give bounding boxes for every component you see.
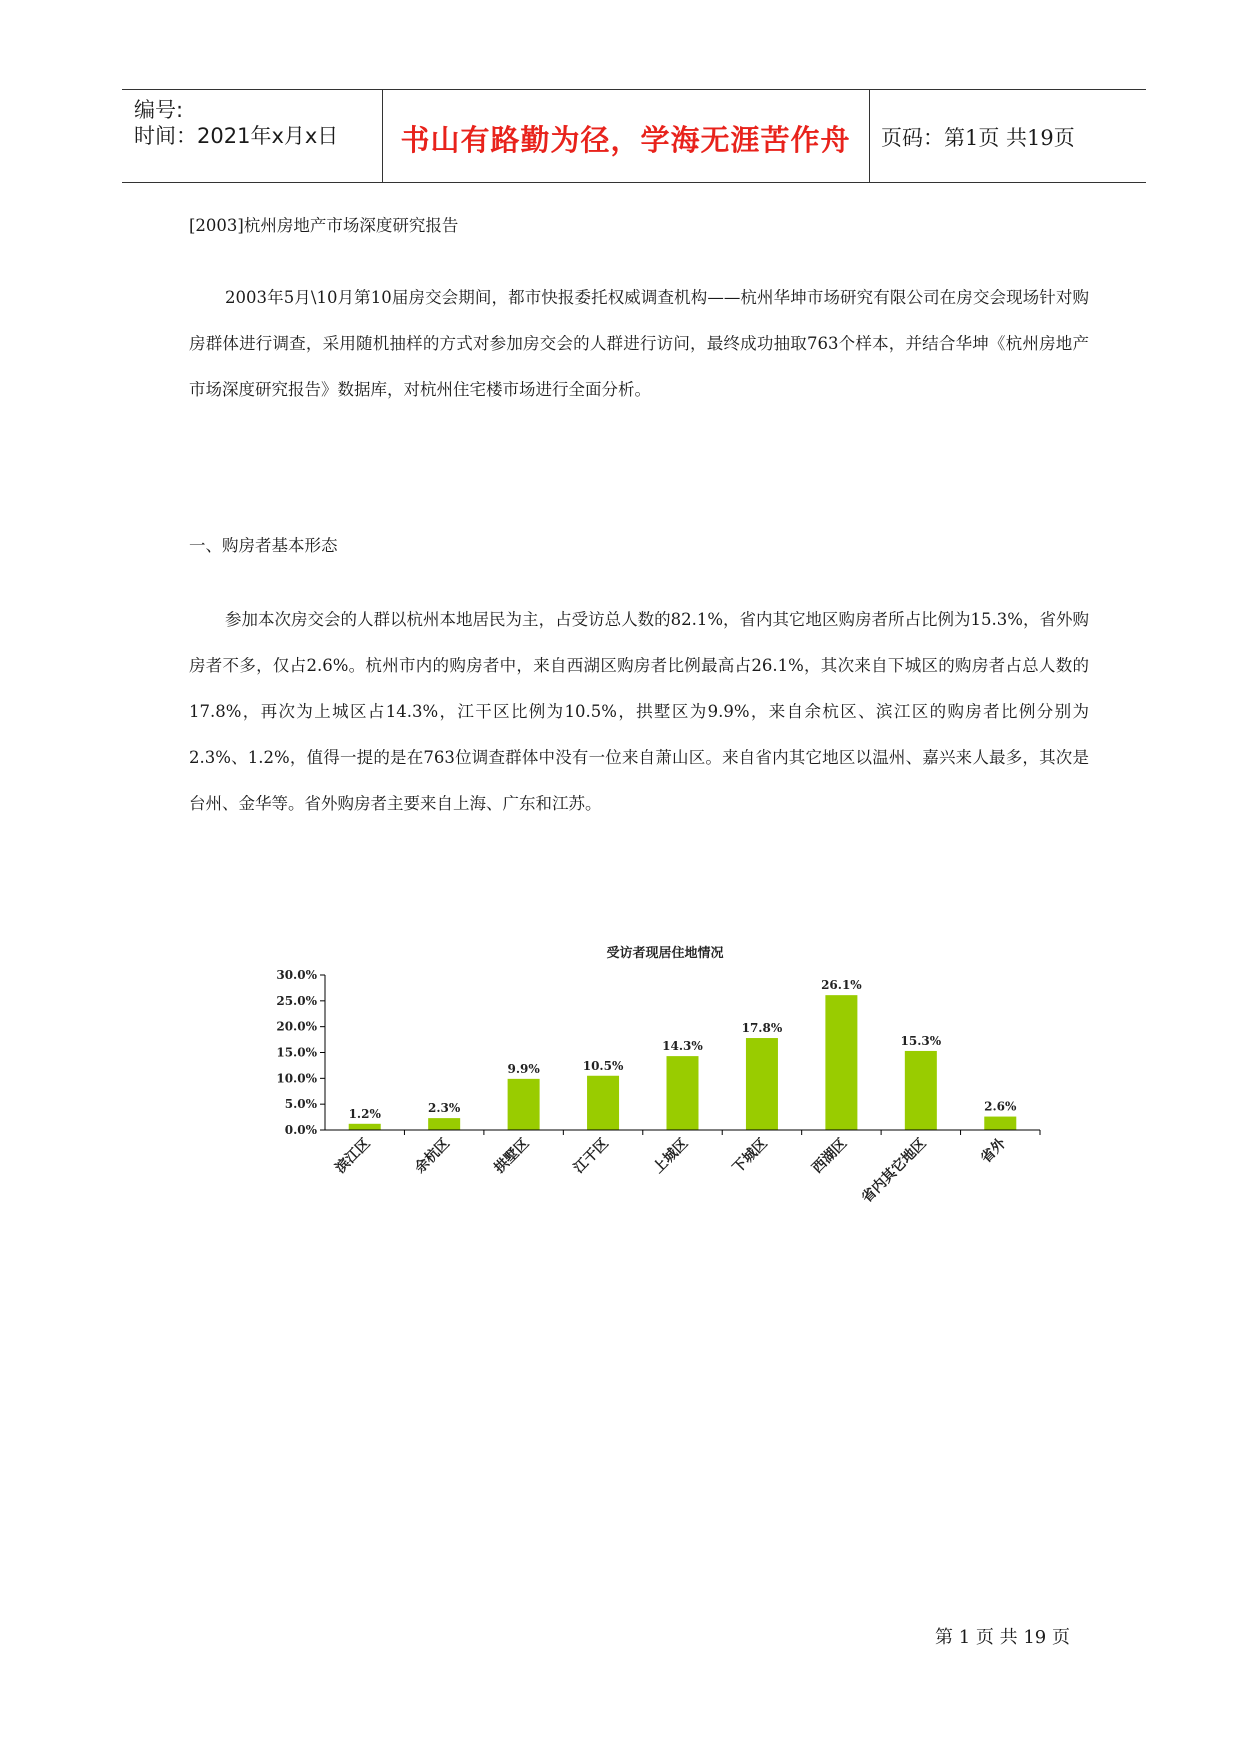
x-tick-label: 省内其它地区 xyxy=(858,1135,930,1207)
bar-data-label: 26.1% xyxy=(821,978,862,993)
document-time-label: 时间：2021年x月x日 xyxy=(134,124,339,148)
x-axis xyxy=(325,1130,1040,1206)
y-tick-label: 30.0% xyxy=(276,968,317,982)
bars xyxy=(349,978,1017,1130)
x-tick-label: 下城区 xyxy=(729,1135,771,1177)
bar-data-label: 2.3% xyxy=(428,1101,461,1116)
x-tick-label: 余杭区 xyxy=(411,1135,453,1177)
y-tick-label: 20.0% xyxy=(276,1019,317,1034)
bar xyxy=(825,995,857,1130)
bar-data-label: 17.8% xyxy=(741,1021,783,1036)
x-tick-label: 上城区 xyxy=(650,1135,692,1177)
header-page-cell xyxy=(869,90,1146,182)
section-heading: 一、购房者基本形态 xyxy=(189,536,338,555)
document-title: [2003]杭州房地产市场深度研究报告 xyxy=(189,216,459,235)
y-tick-label: 15.0% xyxy=(276,1045,317,1060)
chart-title: 受访者现居住地情况 xyxy=(606,946,724,961)
page-footer: 第 1 页 共 19 页 xyxy=(935,1627,1070,1648)
bar-data-label: 1.2% xyxy=(348,1106,381,1121)
header-motto: 书山有路勤为径，学海无涯苦作舟 xyxy=(400,123,851,157)
x-tick-label: 西湖区 xyxy=(809,1135,851,1177)
bar xyxy=(984,1117,1016,1130)
x-tick-label: 省外 xyxy=(977,1135,1010,1167)
y-tick-label: 10.0% xyxy=(276,1071,317,1086)
x-tick-label: 拱墅区 xyxy=(491,1135,533,1177)
bar xyxy=(428,1118,460,1130)
y-tick-label: 25.0% xyxy=(276,993,317,1008)
bar-data-label: 2.6% xyxy=(984,1099,1017,1114)
x-tick-label: 江干区 xyxy=(570,1135,612,1177)
header-meta-cell xyxy=(122,90,383,182)
bar-data-label: 15.3% xyxy=(900,1033,942,1048)
y-tick-label: 0.0% xyxy=(284,1123,317,1137)
bar xyxy=(746,1038,778,1130)
header-motto-cell xyxy=(382,90,870,182)
bar-data-label: 14.3% xyxy=(662,1039,703,1054)
intro-paragraph: 2003年5月\10月第10届房交会期间，都市快报委托权威调查机构——杭州华坤市场研究有限公司在房交会现场针对购房群体进行调查，采用随机抽样的方式对参加房交会的人群进行访问，最终成功抽取763个样本，并结合华坤《杭州房地产市场深度研究报告》数据库，对杭州住宅楼市场进行全面分析。 xyxy=(189,288,1089,399)
document-number-label: 编号: xyxy=(134,98,184,122)
bar xyxy=(667,1056,699,1130)
bar-data-label: 10.5% xyxy=(582,1058,624,1073)
bar xyxy=(587,1076,619,1130)
x-tick-label: 滨江区 xyxy=(332,1135,374,1177)
bar xyxy=(508,1079,540,1130)
header-page-info: 页码：第1页 共19页 xyxy=(881,126,1075,150)
bar xyxy=(905,1051,937,1130)
bar-data-label: 9.9% xyxy=(507,1061,540,1076)
bar xyxy=(349,1124,381,1130)
residence-bar-chart xyxy=(250,935,1070,1255)
y-axis xyxy=(276,968,325,1137)
residence-paragraph: 参加本次房交会的人群以杭州本地居民为主，占受访总人数的82.1%，省内其它地区购房者所占比例为15.3%，省外购房者不多，仅占2.6%。杭州市内的购房者中，来自西湖区购房者比例最高占26.1%，其次来自下城区的购房者占总人数的17.8%，再次为上城区占14.3%，江干区比例为10.5%，拱墅区为9.9%，来自余杭区、滨江区的购房者比例分别为2.3%、1.2%，值得一提的是在763位调查群体中没有一位来自萧山区。来自省内其它地区以温州、嘉兴来人最多，其次是台州、金华等。省外购房者主要来自上海、广东和江苏。 xyxy=(189,610,1089,813)
page-header xyxy=(122,89,1146,183)
y-tick-label: 5.0% xyxy=(284,1097,317,1112)
